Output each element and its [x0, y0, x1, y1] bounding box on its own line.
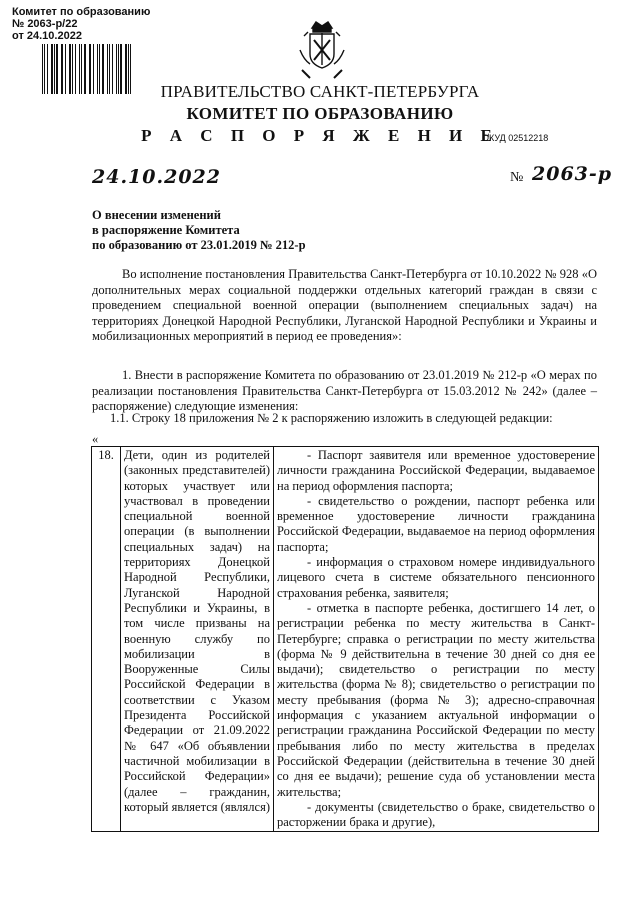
stamp-number: № 2063-р/22 [12, 18, 78, 30]
row-number: 18. [92, 447, 121, 832]
subject-line: О внесении изменений [92, 208, 221, 222]
number-label: № [510, 170, 524, 185]
document-item: - Паспорт заявителя или временное удостоверение личности гражданина Российской Федерации, выдаваемое на период оформления паспорта; [277, 448, 595, 493]
item-1-paragraph: 1. Внести в распоряжение Комитета по образованию от 23.01.2019 № 212-р «О мерах по реализации постановления Правительства Санкт-Петербурга от 15.03.2012 № 242» (далее – распоряжение) следующие изменения: [92, 368, 597, 413]
category-cell: Дети, один из родителей (законных представителей) которых участвует или участвовал в проведении специальной военной операции (в выполнении специальных задач) на территориях Донецкой Народной Республики, Луганской Народной Республики и Украины, в том числе призваны на военную службу по мобилизации в Вооруженные Силы Российской Федерации в соответствии с Указом Президента Российской Федерации от 21.09.2022 № 647 «Об объявлении частичной мобилизации в Российской Федерации» (далее – гражданин, который является (являлся) [121, 447, 274, 832]
documents-cell [274, 447, 599, 832]
opening-quote: « [92, 432, 99, 446]
handwritten-number: 2063-р [532, 163, 613, 185]
document-type: Р А С П О Р Я Ж Е Н И Е [141, 126, 499, 145]
document-item: - информация о страховом номере индивидуального лицевого счета в системе обязательного пенсионного страхования ребенка, заявителя; [277, 555, 595, 600]
document-item: - свидетельство о рождении, паспорт ребенка или временное удостоверение личности гражданина Российской Федерации, выдаваемое на период оформления паспорта; [277, 493, 595, 554]
subject-line: по образованию от 23.01.2019 № 212-р [92, 238, 306, 252]
preamble-paragraph: Во исполнение постановления Правительства Санкт-Петербурга от 10.10.2022 № 928 «О дополнительных мерах социальной поддержки отдельных категорий граждан в связи с проведением специальной военной операции (выполнением специальных задач) на территориях Донецкой Народной Республики, Луганской Народной Республики и Украины и мобилизационных мероприятий в период ее проведения»: [92, 267, 597, 343]
registration-stamp [12, 6, 150, 42]
subject-heading [92, 208, 306, 253]
committee-title: КОМИТЕТ ПО ОБРАЗОВАНИЮ [186, 104, 454, 123]
stamp-org: Комитет по образованию [12, 6, 151, 18]
document-item: - документы (свидетельство о браке, свидетельство о расторжении брака и другие), [277, 799, 595, 830]
subject-line: в распоряжение Комитета [92, 223, 240, 237]
document-item: - отметка в паспорте ребенка, достигшего 14 лет, о регистрации ребенка по месту жительства в Санкт-Петербурге; справка о регистрации по месту жительства (форма № 9 действительна в течение 30 дней со дня ее выдачи); свидетельство о регистрации по месту жительства (форма № 8); свидетельство о регистрации по месту пребывания (форма № 3); адресно-справочная информация с указанием актуальной информации о регистрации гражданина Российской Федерации по месту пребывания либо по месту жительства в пределах Российской Федерации (действительна в течение 30 дней со дня ее выдачи); решение суда об установлении места жительства; [277, 600, 595, 799]
stamp-date: от 24.10.2022 [12, 30, 82, 42]
table-row [92, 447, 599, 832]
coat-of-arms-icon [298, 20, 346, 80]
appendix-table [91, 446, 599, 832]
item-1-1-paragraph: 1.1. Строку 18 приложения № 2 к распоряжению изложить в следующей редакции: [110, 411, 553, 425]
handwritten-date: 24.10.2022 [92, 166, 221, 188]
okud-code: ОКУД 02512218 [482, 133, 549, 143]
government-title: ПРАВИТЕЛЬСТВО САНКТ-ПЕТЕРБУРГА [160, 82, 480, 101]
